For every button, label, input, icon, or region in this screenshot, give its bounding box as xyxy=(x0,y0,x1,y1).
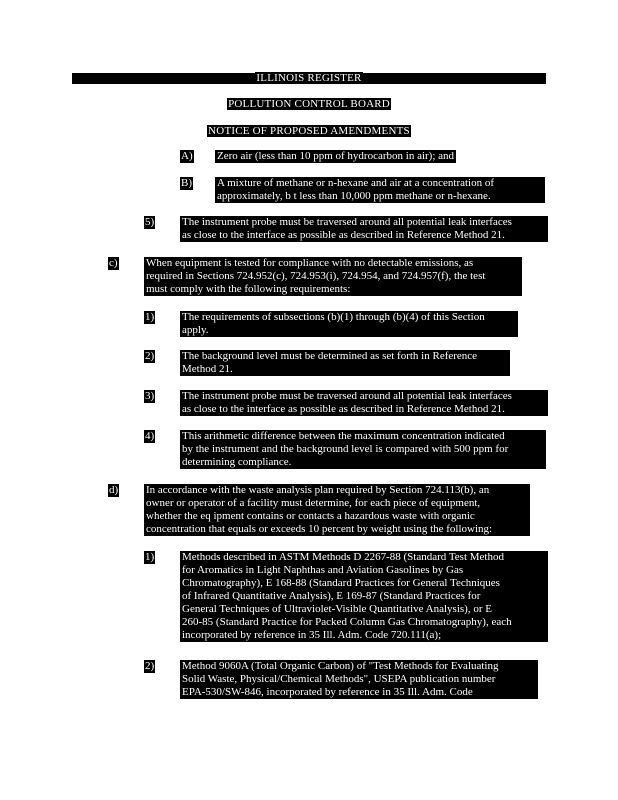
item-d1-line: for Aromatics in Light Naphthas and Aviation Gasolines by Gas xyxy=(182,564,464,576)
item-c2-text xyxy=(180,350,510,376)
item-c2-line: Method 21. xyxy=(182,363,233,375)
item-5-line: The instrument probe must be traversed around all potential leak interfaces xyxy=(182,216,512,228)
section-d-line: concentration that equals or exceeds 10 percent by weight using the following: xyxy=(146,523,493,535)
item-b-text xyxy=(215,177,545,203)
item-c4-line: by the instrument and the background level is compared with 500 ppm for xyxy=(182,443,509,455)
item-c4-text xyxy=(180,430,546,469)
item-a-label: A) xyxy=(181,150,193,162)
item-d1-line: of Infrared Quantitative Analysis), E 169-87 (Standard Practices for xyxy=(182,590,481,602)
item-d1-line: Methods described in ASTM Methods D 2267-88 (Standard Test Method xyxy=(182,551,504,563)
item-d1-line: General Techniques of Ultraviolet-Visible Quantitative Analysis), or E xyxy=(182,603,492,615)
item-c3-line: as close to the interface as possible as described in Reference Method 21. xyxy=(182,403,505,415)
board-title-text: POLLUTION CONTROL BOARD xyxy=(228,98,390,110)
section-c-line: required in Sections 724.952(c), 724.953(i), 724.954, and 724.957(f), the test xyxy=(146,270,486,282)
item-c4-line: determining compliance. xyxy=(182,456,292,468)
item-d2-line: Method 9060A (Total Organic Carbon) of "Test Methods for Evaluating xyxy=(182,660,499,672)
item-c1-line: The requirements of subsections (b)(1) through (b)(4) of this Section xyxy=(182,311,485,323)
item-a-text xyxy=(215,150,456,163)
section-c-text xyxy=(144,257,522,296)
section-d-line: owner or operator of a facility must determine, for each piece of equipment, xyxy=(146,497,481,509)
item-d2-line: EPA-530/SW-846, incorporated by reference in 35 Ill. Adm. Code xyxy=(182,686,473,698)
item-c2-label: 2) xyxy=(145,350,155,362)
register-title-text: ILLINOIS REGISTER xyxy=(256,72,362,84)
item-d1-line: 260-85 (Standard Practice for Packed Column Gas Chromatography), each xyxy=(182,616,512,628)
section-d-text xyxy=(144,484,530,536)
section-c-line: must comply with the following requirements: xyxy=(146,283,351,295)
item-a-line: Zero air (less than 10 ppm of hydrocarbon in air); and xyxy=(217,150,455,162)
item-c3-line: The instrument probe must be traversed around all potential leak interfaces xyxy=(182,390,512,402)
item-b-line: approximately, b t less than 10,000 ppm methane or n-hexane. xyxy=(217,190,491,202)
board-title xyxy=(0,98,618,110)
item-b-label: B) xyxy=(181,177,192,189)
notice-title-text: NOTICE OF PROPOSED AMENDMENTS xyxy=(208,125,410,137)
item-c3-text xyxy=(180,390,548,416)
item-c1-line: apply. xyxy=(182,324,209,336)
item-c1-text xyxy=(180,311,518,337)
item-5-text xyxy=(180,216,548,242)
item-c2-line: The background level must be determined as set forth in Reference xyxy=(182,350,478,362)
item-c4-label: 4) xyxy=(145,430,155,442)
section-c-line: When equipment is tested for compliance with no detectable emissions, as xyxy=(146,257,474,269)
item-c1-label: 1) xyxy=(145,311,155,323)
section-d-line: whether the eq ipment contains or contacts a hazardous waste with organic xyxy=(146,510,475,522)
item-d1-text xyxy=(180,551,548,642)
item-c4-line: This arithmetic difference between the maximum concentration indicated xyxy=(182,430,505,442)
item-d1-line: Chromatography), E 168-88 (Standard Practices for General Techniques xyxy=(182,577,500,589)
section-c-label: c) xyxy=(109,257,118,269)
item-d2-label: 2) xyxy=(145,660,155,672)
item-b-line: A mixture of methane or n-hexane and air at a concentration of xyxy=(217,177,495,189)
item-d1-line: incorporated by reference in 35 Ill. Adm. Code 720.111(a); xyxy=(182,629,442,641)
item-d2-line: Solid Waste, Physical/Chemical Methods", USEPA publication number xyxy=(182,673,496,685)
section-d-label: d) xyxy=(109,484,119,496)
item-5-label: 5) xyxy=(145,216,155,228)
item-c3-label: 3) xyxy=(145,390,155,402)
item-d2-text xyxy=(180,660,538,699)
section-d-line: In accordance with the waste analysis plan required by Section 724.113(b), an xyxy=(146,484,490,496)
notice-title xyxy=(0,125,618,137)
item-5-line: as close to the interface as possible as described in Reference Method 21. xyxy=(182,229,505,241)
register-title xyxy=(0,72,618,84)
item-d1-label: 1) xyxy=(145,551,155,563)
